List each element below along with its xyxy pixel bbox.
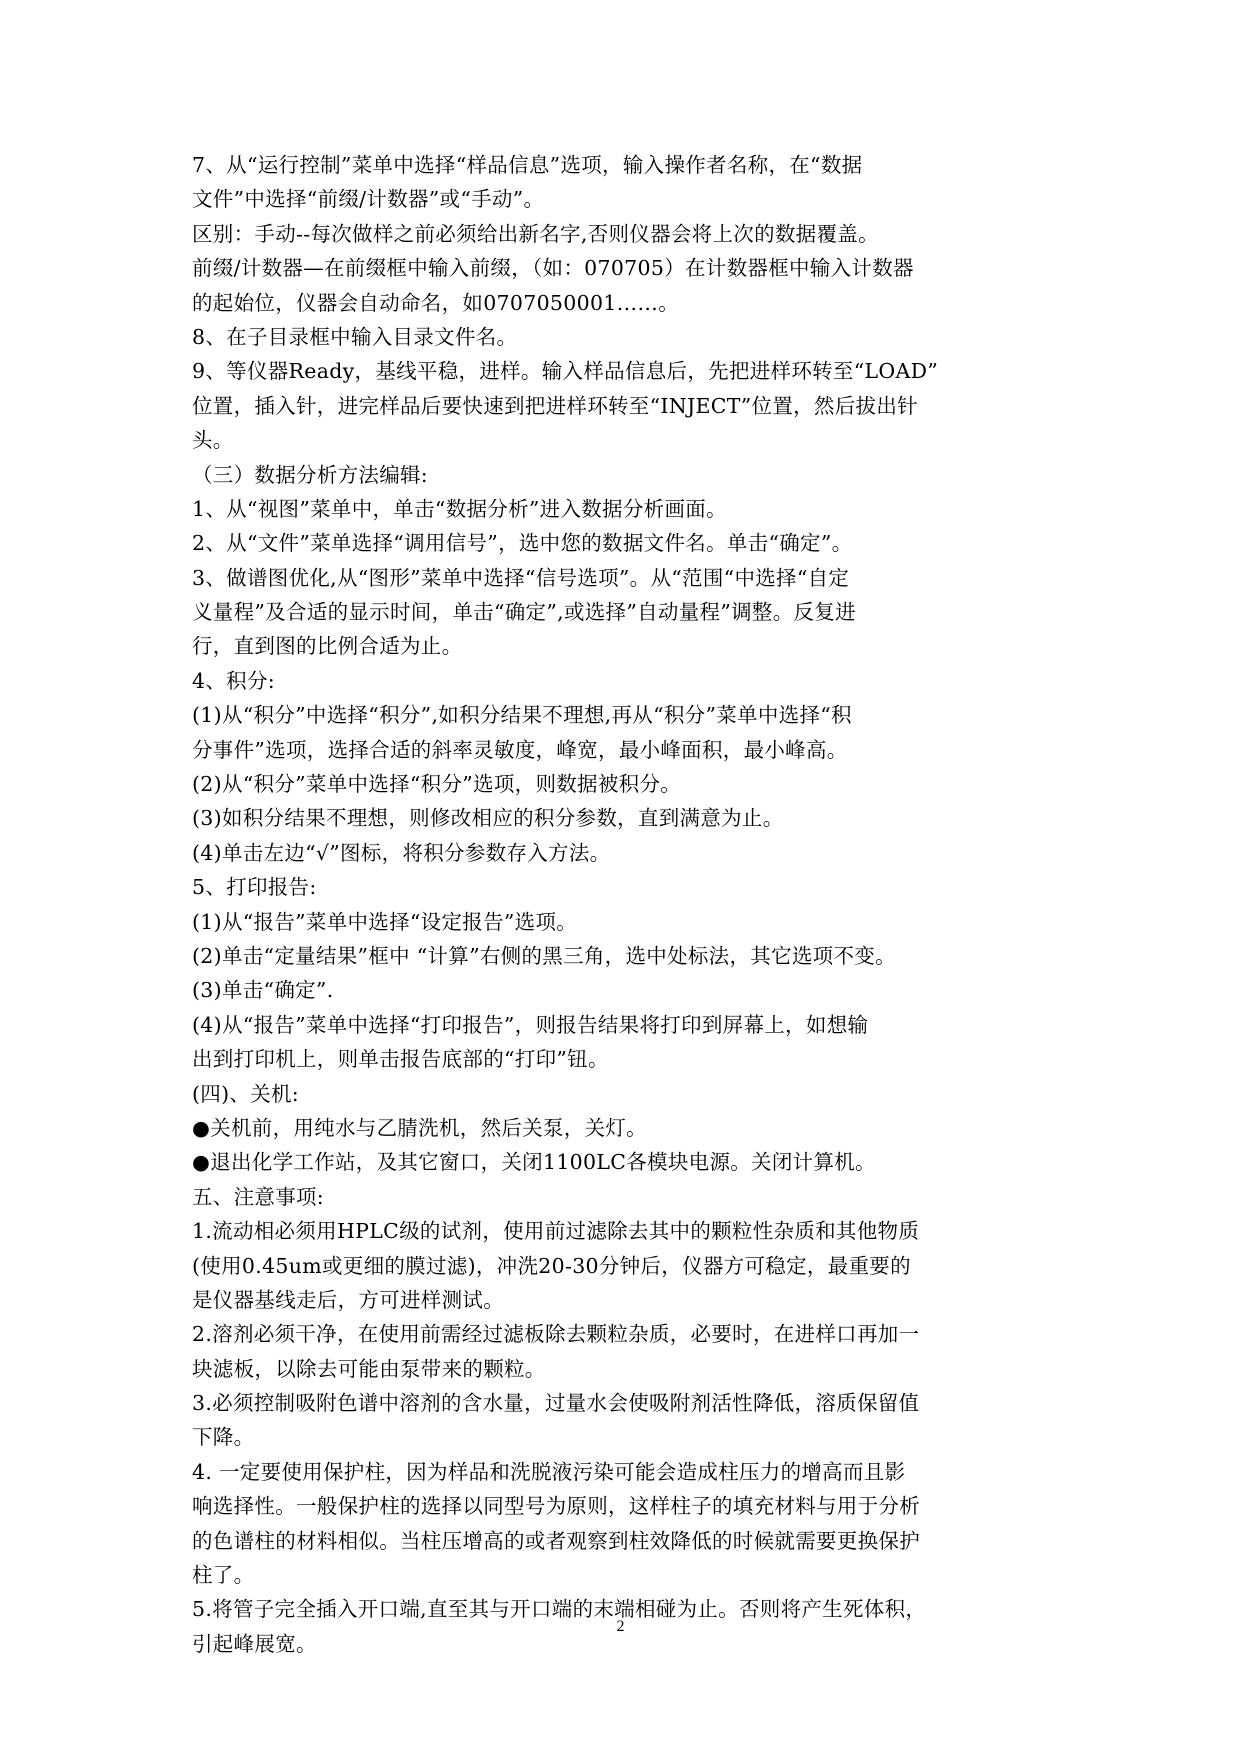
text-line: (2)单击“定量结果”框中 “计算”右侧的黑三角，选中处标法，其它选项不变。: [192, 943, 896, 968]
text-line: 响选择性。一般保护柱的选择以同型号为原则，这样柱子的填充材料与用于分析: [192, 1494, 920, 1519]
text-line: 五、注意事项:: [192, 1184, 325, 1209]
text-line: 3.必须控制吸附色谱中溶剂的含水量，过量水会使吸附剂活性降低，溶质保留值: [192, 1391, 920, 1416]
text-line: 行，直到图的比例合适为止。: [192, 634, 463, 659]
text-line: 下降。: [192, 1425, 255, 1450]
text-line: 头。: [192, 428, 234, 453]
text-line: 出到打印机上，则单击报告底部的“打印”钮。: [192, 1047, 609, 1072]
text-line: 分事件”选项，选择合适的斜率灵敏度，峰宽，最小峰面积，最小峰高。: [192, 737, 848, 762]
text-line: (四)、关机:: [192, 1081, 300, 1106]
text-line: 义量程”及合适的显示时间，单击“确定”,或选择”自动量程”调整。反复进: [192, 600, 856, 625]
text-line: 9、等仪器Ready，基线平稳，进样。输入样品信息后，先把进样环转至“LOAD”: [192, 359, 939, 384]
text-line: (使用0.45um或更细的膜过滤)，冲洗20-30分钟后，仪器方可稳定，最重要的: [192, 1253, 911, 1278]
text-line: 8、在子目录框中输入目录文件名。: [192, 324, 518, 349]
text-line: (1)从“报告”菜单中选择“设定报告”选项。: [192, 909, 578, 934]
text-line: 柱了。: [192, 1563, 255, 1588]
text-line: (2)从“积分”菜单中选择“积分”选项，则数据被积分。: [192, 772, 682, 797]
text-line: 3、做谱图优化,从“图形”菜单中选择“信号选项”。从“范围“中选择“自定: [192, 565, 850, 590]
text-line: 5.将管子完全插入开口端,直至其与开口端的末端相碰为止。否则将产生死体积，: [192, 1597, 927, 1622]
text-line: 文件”中选择“前缀/计数器”或“手动”。: [192, 187, 545, 212]
text-line: 前缀/计数器—在前缀框中输入前缀，（如：070705）在计数器框中输入计数器: [192, 256, 914, 281]
text-line: 4、积分:: [192, 668, 275, 693]
document-body: [192, 148, 1052, 1661]
text-line: （三）数据分析方法编辑:: [192, 462, 429, 487]
text-line: 位置，插入针，进完样品后要快速到把进样环转至“INJECT”位置，然后拔出针: [192, 393, 918, 418]
text-line: 的起始位，仪器会自动命名，如0707050001……。: [192, 290, 680, 315]
text-line: 区别：手动--每次做样之前必须给出新名字,否则仪器会将上次的数据覆盖。: [192, 221, 879, 246]
text-line: 1.流动相必须用HPLC级的试剂，使用前过滤除去其中的颗粒性杂质和其他物质: [192, 1219, 920, 1244]
text-line: 1、从“视图”菜单中，单击“数据分析”进入数据分析画面。: [192, 496, 727, 521]
text-line: ●退出化学工作站，及其它窗口，关闭1100LC各模块电源。关闭计算机。: [192, 1150, 876, 1175]
text-line: 的色谱柱的材料相似。当柱压增高的或者观察到柱效降低的时候就需要更换保护: [192, 1528, 920, 1553]
text-line: 7、从“运行控制”菜单中选择“样品信息”选项，输入操作者名称，在“数据: [192, 153, 863, 177]
text-line: (1)从“积分”中选择“积分”,如积分结果不理想,再从“积分”菜单中选择“积: [192, 703, 852, 728]
text-line: 2.溶剂必须干净，在使用前需经过滤板除去颗粒杂质，必要时，在进样口再加一: [192, 1322, 920, 1347]
text-line: (3)如积分结果不理想，则修改相应的积分参数，直到满意为止。: [192, 806, 784, 831]
text-line: 是仪器基线走后，方可进样测试。: [192, 1287, 504, 1312]
text-line: (3)单击“确定”.: [192, 978, 334, 1003]
text-line: 4. 一定要使用保护柱，因为样品和洗脱液污染可能会造成柱压力的增高而且影: [192, 1459, 906, 1484]
text-line: ●关机前，用纯水与乙腈洗机，然后关泵，关灯。: [192, 1115, 647, 1140]
text-line: (4)从“报告”菜单中选择“打印报告”，则报告结果将打印到屏幕上，如想输: [192, 1012, 869, 1037]
page-number: 2: [616, 1618, 625, 1635]
text-line: 5、打印报告:: [192, 875, 317, 900]
text-line: 2、从“文件”菜单选择“调用信号”，选中您的数据文件名。单击“确定”。: [192, 531, 853, 556]
text-line: 块滤板，以除去可能由泵带来的颗粒。: [192, 1356, 546, 1381]
text-line: (4)单击左边“√”图标，将积分参数存入方法。: [192, 840, 611, 865]
text-line: 引起峰展宽。: [192, 1631, 317, 1656]
